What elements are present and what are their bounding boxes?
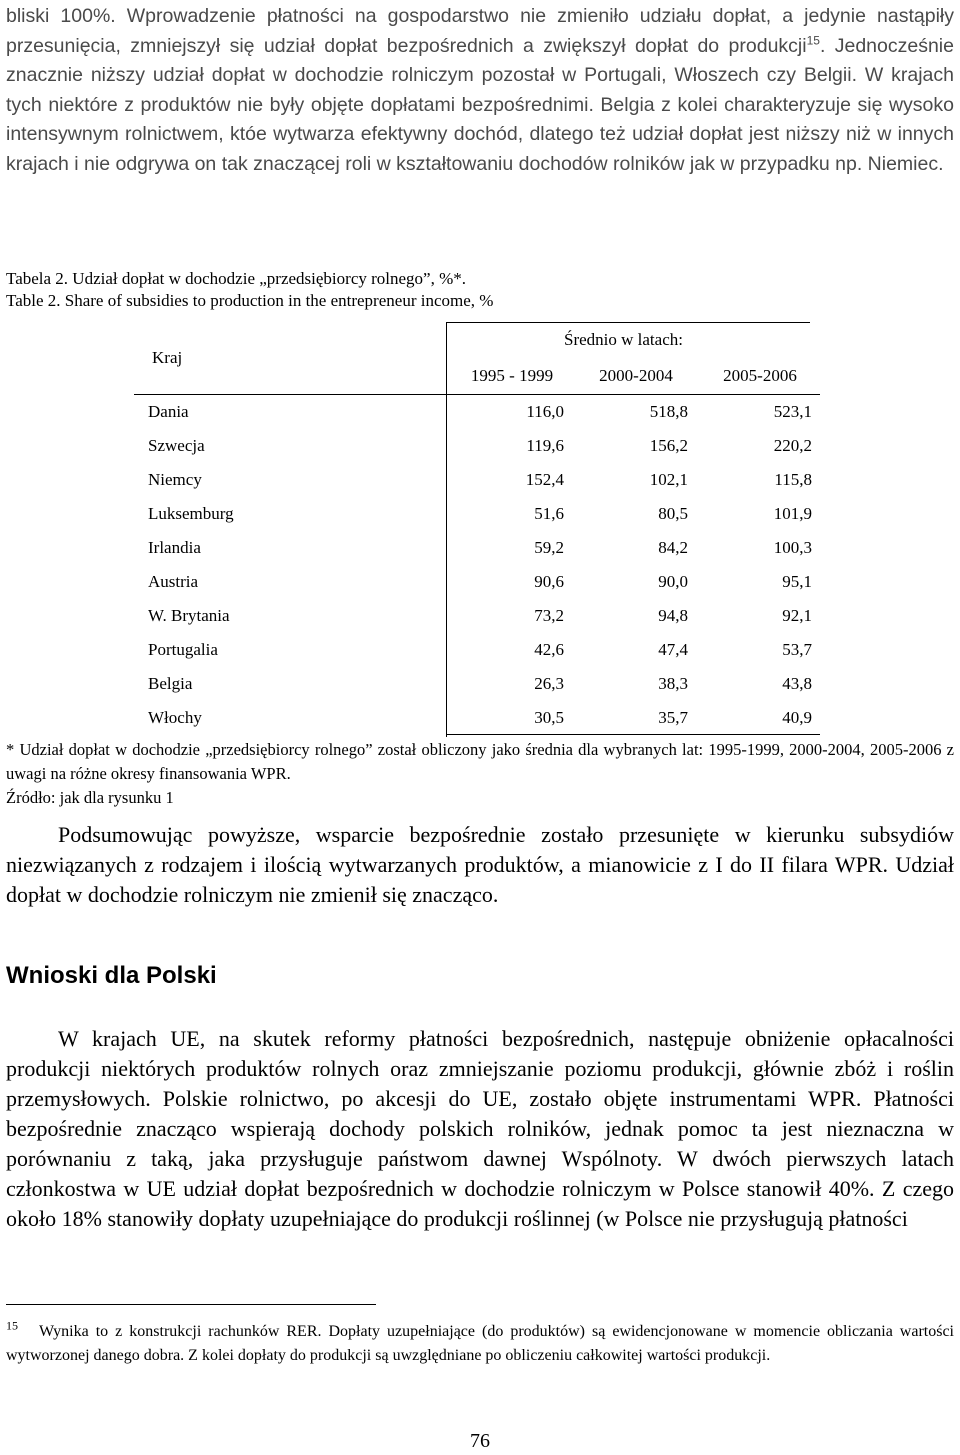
table-header-rule: [134, 394, 820, 395]
table-source: Źródło: jak dla rysunku 1: [6, 788, 174, 807]
table-bottom-rule: [446, 734, 820, 735]
table-row: [134, 470, 820, 504]
value-cell: 53,7: [782, 640, 812, 659]
table-row: [134, 572, 820, 606]
value-cell: 95,1: [782, 572, 812, 591]
value-cell: 90,0: [658, 572, 688, 591]
value-cell: 43,8: [782, 674, 812, 693]
country-cell: Niemcy: [148, 470, 202, 489]
value-cell: 116,0: [526, 402, 564, 421]
intro-paragraph: [6, 2, 954, 179]
country-cell: Włochy: [148, 708, 202, 727]
value-cell: 220,2: [773, 436, 812, 455]
value-cell: 47,4: [658, 640, 688, 659]
value-cell: 523,1: [773, 402, 812, 421]
footnote-number: 15: [6, 1318, 18, 1333]
value-cell: 26,3: [534, 674, 564, 693]
intro-text-start: bliski 100%. Wprowadzenie płatności na gospodarstwo nie zmieniło udziału dopłat, a jedynie nastąpiły przesunięcia, zmniejszył się udział dopłat bezpośrednich a zwiększył dopłat do produkcji: [6, 5, 954, 57]
table-row: [134, 708, 820, 742]
country-cell: Portugalia: [148, 640, 218, 659]
value-cell: 80,5: [658, 504, 688, 523]
summary-paragraph: [6, 820, 954, 910]
page-number: 76: [470, 1430, 490, 1452]
country-cell: Dania: [148, 402, 189, 421]
country-cell: Irlandia: [148, 538, 201, 557]
value-cell: 84,2: [658, 538, 688, 557]
country-cell: Szwecja: [148, 436, 205, 455]
value-cell: 30,5: [534, 708, 564, 727]
table-row: [134, 402, 820, 436]
conclusion-paragraph: [6, 1024, 954, 1234]
table-top-rule: [446, 322, 810, 323]
country-column-header: Kraj: [152, 348, 183, 367]
table-row: [134, 504, 820, 538]
value-cell: 102,1: [649, 470, 688, 489]
value-cell: 35,7: [658, 708, 688, 727]
intro-text-end: . Jednocześnie znacznie niższy udział dopłat w dochodzie rolniczym pozostał w Portugali, Włoszech czy Belgii. W krajach tych niektóre z produktów nie były objęte dopłatami bezpośrednimi. Belgia z kolei charakteryzuje się wysoko intensywnym rolnictwem, któe wytwarza efektywny dochód, dlatego też udział dopłat jest niższy niż w innych krajach i nie odgrywa on tak znaczącej roli w kształtowaniu dochodów rolników jak w przypadku np. Niemiec.: [6, 34, 954, 175]
country-cell: Austria: [148, 572, 199, 591]
value-cell: 518,8: [649, 402, 688, 421]
country-cell: W. Brytania: [148, 606, 230, 625]
footnote-text: Wynika to z konstrukcji rachunków RER. Dopłaty uzupełniające (do produktów) są ewidencjonowane w momencie obliczania wartości wytworzonej danego dobra. Z kolei dopłaty do produkcji są uwzględniane po obliczeniu całkowitej wartości produkcji.: [6, 1323, 955, 1364]
value-cell: 156,2: [649, 436, 688, 455]
value-cell: 42,6: [534, 640, 564, 659]
table-row: [134, 674, 820, 708]
value-cell: 115,8: [774, 470, 812, 489]
summary-text: Podsumowując powyższe, wsparcie bezpośrednie zostało przesunięte w kierunku subsydiów niezwiązanych z rodzajem i ilością wytwarzanych produktów, a mianowicie z I do II filara WPR. Udział dopłat w dochodzie rolniczym nie zmienił się znacząco.: [6, 822, 954, 907]
value-cell: 92,1: [782, 606, 812, 625]
value-cell: 152,4: [525, 470, 564, 489]
footnote-separator: [6, 1304, 376, 1305]
value-cell: 38,3: [658, 674, 688, 693]
table-row: [134, 538, 820, 572]
table-note: * Udział dopłat w dochodzie „przedsiębiorcy rolnego” został obliczony jako średnia dla wybranych lat: 1995-1999, 2000-2004, 2005-2006 z uwagi na różne okresy finansowania WPR.: [6, 740, 954, 783]
value-cell: 40,9: [782, 708, 812, 727]
period-group-header: Średnio w latach:: [564, 330, 683, 349]
table-caption-pl: Tabela 2. Udział dopłat w dochodzie „przedsiębiorcy rolnego”, %*.: [6, 269, 466, 288]
table-row: [134, 436, 820, 470]
section-heading: Wnioski dla Polski: [6, 962, 217, 989]
country-cell: Belgia: [148, 674, 193, 693]
value-cell: 100,3: [773, 538, 812, 557]
value-cell: 73,2: [534, 606, 564, 625]
value-cell: 59,2: [534, 538, 564, 557]
conclusion-text: W krajach UE, na skutek reformy płatności bezpośrednich, następuje obniżenie opłacalności produkcji niektórych produktów rolnych oraz zmniejszanie poziomu produkcji, głównie zbóż i roślin przemysłowych. Polskie rolnictwo, po akcesji do UE, zostało objęte instrumentami WPR. Płatności bezpośrednie znacząco wspierają dochody polskich rolników, jednak pomoc ta jest nieznaczna w porównaniu z taką, jaka przysługuje państwom dawnej Wspólnoty. W dwóch pierwszych latach członkostwa w UE udział dopłat bezpośrednich w dochodzie rolniczym w Polsce stanowił 40%. Z czego około 18% stanowiły dopłaty uzupełniające do produkcji roślinnej (w Polsce nie przysługują płatności: [6, 1026, 954, 1231]
table-caption-en: Table 2. Share of subsidies to production in the entrepreneur income, %: [6, 291, 494, 310]
period-header: 1995 - 1999: [470, 366, 554, 385]
table-row: [134, 606, 820, 640]
value-cell: 90,6: [534, 572, 564, 591]
footnote: [6, 1320, 954, 1368]
value-cell: 94,8: [658, 606, 688, 625]
value-cell: 51,6: [534, 504, 564, 523]
country-cell: Luksemburg: [148, 504, 234, 523]
table-row: [134, 640, 820, 674]
value-cell: 101,9: [773, 504, 812, 523]
footnote-reference: 15: [806, 33, 820, 47]
period-header: 2005-2006: [723, 366, 797, 385]
period-header: 2000-2004: [599, 366, 673, 385]
value-cell: 119,6: [526, 436, 564, 455]
